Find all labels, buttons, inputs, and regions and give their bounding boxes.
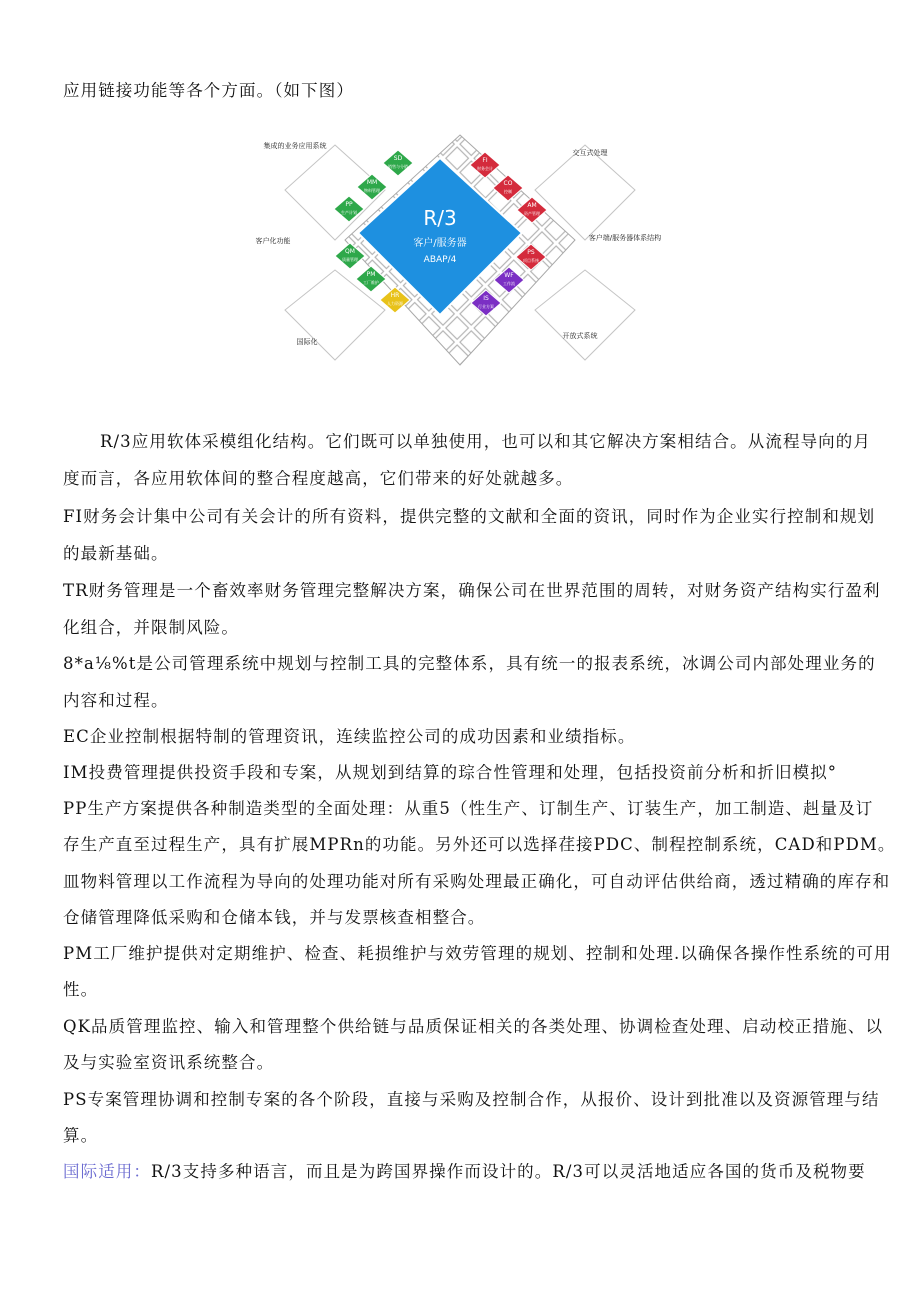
module-tile-mm (357, 174, 387, 200)
module-mm-label: 物料管理 (364, 188, 380, 193)
module-pp-label: 生产计划 (341, 210, 357, 215)
paragraph-tr-line-2: 化组合，并限制风险。 (63, 618, 239, 637)
paragraph-fi-line-2: 的最新基础。 (63, 544, 169, 563)
paragraph-pm-line-1: PM工厂维护提供对定期维护、检查、耗损维护与效劳管理的规划、控制和处理.以确保各操作性系统的可用 (63, 944, 892, 963)
international-text: R/3支持多种语言，而且是为跨国界操作而设计的。R/3可以灵活地适应各国的货币及税物要 (151, 1162, 866, 1181)
module-sd-label: 销售与分销 (388, 164, 408, 169)
module-co-code: CO (503, 180, 513, 187)
center-title: R/3 (423, 206, 457, 230)
module-pm-code: PM (366, 271, 376, 278)
module-fi-code: FI (482, 157, 488, 164)
center-subtitle-1: 客户/服务器 (413, 238, 467, 249)
paragraph-pp-line-2: 存生产直至过程生产，具有扩展MPRn的功能。另外还可以选择荏接PDC、制程控制系统，CAD和PDM。 (63, 835, 896, 854)
paragraph-r3-line-2: 度而言，各应用软体间的整合程度越高，它们带来的好处就越多。 (63, 469, 574, 488)
paragraph-co-line-1: 8*a⅛%t是公司管理系统中规划与控制工具的完整体系，具有统一的报表系统，冰调公司内部处理业务的 (63, 654, 876, 673)
module-wf-code: WF (504, 272, 514, 279)
intro-line: 应用链接功能等各个方面。（如下图） (63, 81, 354, 100)
r3-architecture-diagram (245, 130, 675, 380)
right-label-3: 开放式系统 (562, 332, 598, 340)
left-label-1: 集成的业务应用系统 (263, 142, 327, 150)
module-am-label: 资产管理 (524, 211, 540, 216)
module-ps-code: PS (527, 249, 535, 256)
module-hr-code: HR (390, 292, 400, 299)
right-label-2: 客户端/服务器体系结构 (588, 234, 662, 242)
paragraph-ec-line-1: EC企业控制根据特制的管理资讯，连续监控公司的成功因素和业绩指标。 (63, 727, 636, 746)
center-subtitle-2: ABAP/4 (423, 255, 457, 265)
module-fi-label: 财务会计 (477, 166, 493, 171)
paragraph-im-line-1: IM投费管理提供投资手段和专案，从规划到结算的琮合性管理和处理，包括投资前分析和折旧模拟° (63, 763, 838, 782)
paragraph-mm-line-2: 仓储管理降低采购和仓储本钱，并与发票核查相整合。 (63, 908, 486, 927)
paragraph-pp-line-1: PP生产方案提供各种制造类型的全面处理：从重5（性生产、订制生产、订装生产，加工制造、赳量及订 (63, 799, 874, 818)
module-am-code: AM (527, 202, 537, 209)
module-tile-pp (334, 196, 364, 222)
paragraph-co-line-2: 内容和过程。 (63, 691, 169, 710)
module-ps-label: 项目系统 (523, 258, 539, 263)
module-pm-label: 工厂维护 (363, 280, 379, 285)
right-label-1: 交互式处理 (572, 149, 608, 157)
module-is-code: IS (483, 295, 489, 302)
paragraph-qm-line-2: 及与实验室资讯系统整合。 (63, 1053, 275, 1072)
module-sd-code: SD (393, 155, 403, 162)
module-wf-label: 工作流 (503, 281, 515, 286)
paragraph-ps-line-2: 算。 (63, 1126, 99, 1145)
paragraph-mm-line-1: 皿物料管理以工作流程为导向的处理功能对所有采购处理最正确化，可自动评估供给商，透过精确的库存和 (63, 872, 891, 891)
paragraph-tr-line-1: TR财务管理是一个畜效率财务管理完整解决方案，确保公司在世界范围的周转，对财务资产结构实行盈利 (63, 581, 881, 600)
module-tile-sd (383, 150, 413, 176)
paragraph-qm-line-1: QK品质管理监控、输入和管理整个供给链与品质保证相关的各类处理、协调检查处理、启动校正措施、以 (63, 1017, 884, 1036)
module-qm-code: QM (345, 248, 355, 255)
paragraph-r3-line-1: R/3应用软体采模组化结构。它们既可以单独使用，也可以和其它解决方案相结合。从流程导向的月 (100, 432, 871, 451)
module-qm-label: 质量管理 (342, 257, 358, 262)
international-tag: 国际适用： (63, 1162, 151, 1181)
module-hr-label: 人力资源 (387, 301, 403, 306)
paragraph-fi-line-1: FI财务会计集中公司有关会计的所有资料，提供完整的文献和全面的资讯，同时作为企业实行控制和规划 (63, 507, 876, 526)
paragraph-ps-line-1: PS专案管理协调和控制专案的各个阶段，直接与采购及控制合作，从报价、设计到批准以及资源管理与结 (63, 1090, 880, 1109)
module-pp-code: PP (345, 201, 353, 208)
module-co-label: 控制 (504, 189, 512, 194)
paragraph-pm-line-2: 性。 (63, 980, 99, 999)
left-label-2: 客户化功能 (255, 237, 291, 245)
module-is-label: 行业方案 (478, 304, 494, 309)
international-line (63, 1161, 866, 1183)
left-label-3: 国际化 (296, 338, 318, 346)
module-mm-code: MM (366, 179, 378, 186)
